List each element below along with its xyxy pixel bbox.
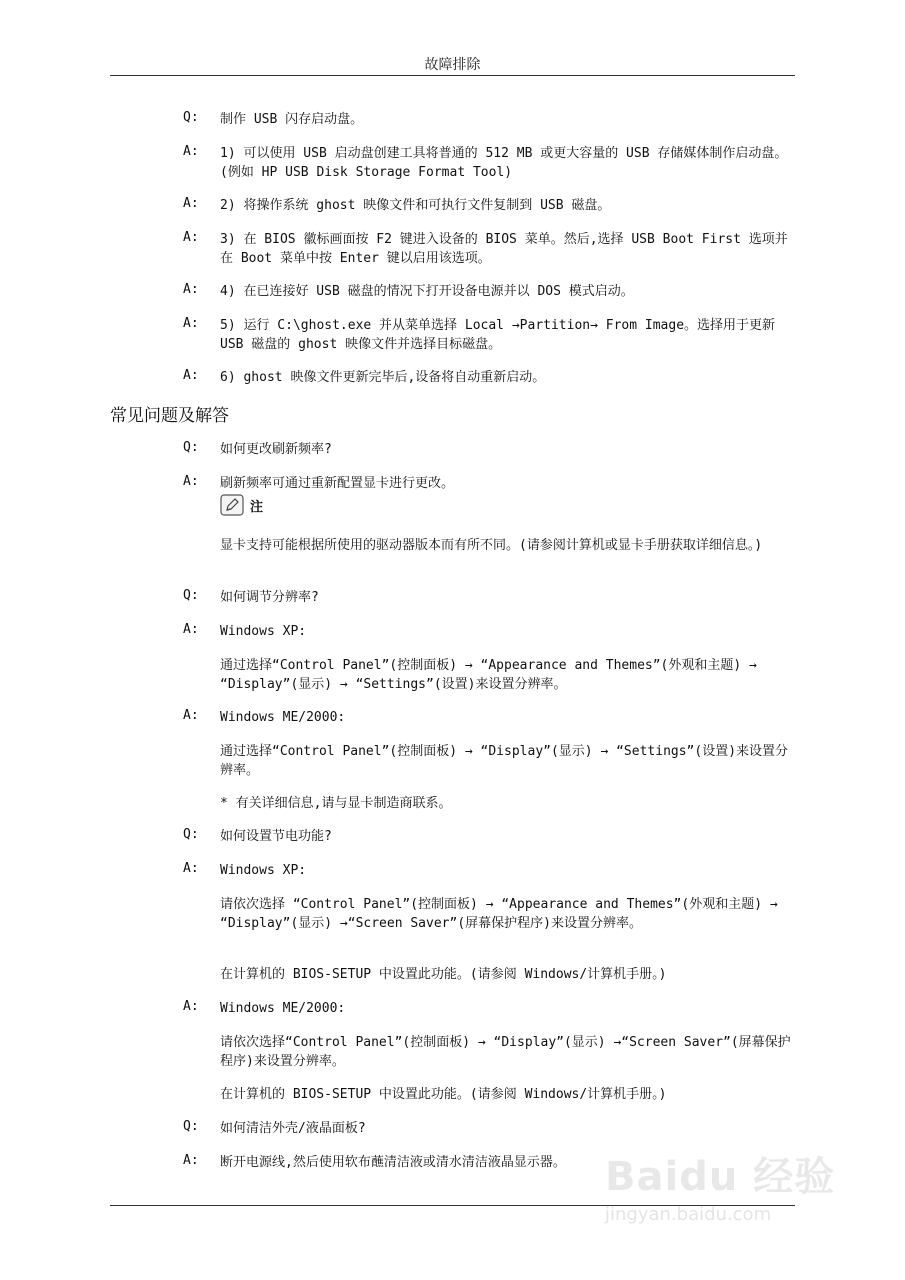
- qa-text: 3) 在 BIOS 徽标画面按 F2 键进入设备的 BIOS 菜单。然后,选择 USB Boot First 选项并在 Boot 菜单中按 Enter 键以启用该选项。: [220, 232, 788, 266]
- header-divider: [110, 75, 795, 76]
- watermark-logo: Baidu 经验: [605, 1154, 836, 1200]
- qa-label: A:: [183, 144, 199, 159]
- power-xp-bios: 在计算机的 BIOS-SETUP 中设置此功能。(请参阅 Windows/计算机手册。): [220, 967, 667, 982]
- qa-text: 制作 USB 闪存启动盘。: [220, 112, 364, 127]
- qa-label: Q:: [183, 110, 199, 125]
- qa-label: A:: [183, 368, 199, 383]
- faq-section-title: 常见问题及解答: [110, 406, 229, 426]
- qa-text: Windows ME/2000:: [220, 710, 346, 725]
- faq-answer-refresh: [183, 474, 795, 493]
- power-me-detail: 请依次选择“Control Panel”(控制面板) → “Display”(显示) →“Screen Saver”(屏幕保护程序)来设置分辨率。: [220, 1035, 791, 1069]
- resolution-footnote: * 有关详细信息,请与显卡制造商联系。: [220, 796, 452, 811]
- resolution-me-detail: 通过选择“Control Panel”(控制面板) → “Display”(显示) → “Settings”(设置)来设置分辨率。: [220, 744, 789, 778]
- baidu-watermark: [605, 1145, 865, 1265]
- qa-text: Windows ME/2000:: [220, 1001, 346, 1016]
- qa-label: A:: [183, 316, 199, 331]
- qa-label: Q:: [183, 1119, 199, 1134]
- qa-label: A:: [183, 282, 199, 297]
- qa-text: 刷新频率可通过重新配置显卡进行更改。: [220, 476, 455, 491]
- faq-answer-power-xp: [183, 861, 795, 880]
- qa-text: 如何清洁外壳/液晶面板?: [220, 1121, 366, 1136]
- usb-answer-1: [183, 144, 795, 182]
- faq-question-power-saving: [183, 827, 795, 846]
- usb-answer-5: [183, 316, 795, 354]
- qa-label: Q:: [183, 440, 199, 455]
- qa-text: 4) 在已连接好 USB 磁盘的情况下打开设备电源并以 DOS 模式启动。: [220, 284, 634, 299]
- qa-label: A:: [183, 474, 199, 489]
- usb-answer-3: [183, 230, 795, 268]
- usb-answer-4: [183, 282, 795, 301]
- usb-question: [183, 110, 795, 129]
- qa-label: Q:: [183, 827, 199, 842]
- qa-text: 如何设置节电功能?: [220, 829, 332, 844]
- power-me-bios: 在计算机的 BIOS-SETUP 中设置此功能。(请参阅 Windows/计算机手册。): [220, 1087, 667, 1102]
- qa-label: A:: [183, 622, 199, 637]
- qa-label: A:: [183, 861, 199, 876]
- watermark-url: jingyan.baidu.com: [605, 1204, 772, 1225]
- qa-text: Windows XP:: [220, 863, 307, 878]
- note-label: 注: [250, 499, 264, 515]
- qa-text: 1) 可以使用 USB 启动盘创建工具将普通的 512 MB 或更大容量的 USB 存储媒体制作启动盘。(例如 HP USB Disk Storage Format Tool): [220, 146, 788, 180]
- qa-text: 5) 运行 C:\ghost.exe 并从菜单选择 Local →Partition→ From Image。选择用于更新 USB 磁盘的 ghost 映像文件并选择目标磁盘。: [220, 318, 776, 352]
- faq-answer-resolution-me: [183, 708, 795, 727]
- qa-label: A:: [183, 708, 199, 723]
- faq-question-resolution: [183, 588, 795, 607]
- qa-text: 6) ghost 映像文件更新完毕后,设备将自动重新启动。: [220, 370, 546, 385]
- note-pencil-icon: [220, 494, 244, 516]
- faq-question-cleaning: [183, 1119, 795, 1138]
- usb-answer-2: [183, 196, 795, 215]
- faq-answer-power-me: [183, 999, 795, 1018]
- qa-text: 2) 将操作系统 ghost 映像文件和可执行文件复制到 USB 磁盘。: [220, 198, 611, 213]
- qa-label: A:: [183, 230, 199, 245]
- qa-label: A:: [183, 196, 199, 211]
- faq-question-refresh: [183, 440, 795, 459]
- usb-answer-6: [183, 368, 795, 387]
- page-header-title: 故障排除: [424, 57, 481, 73]
- qa-label: A:: [183, 1153, 199, 1168]
- power-xp-detail: 请依次选择 “Control Panel”(控制面板) → “Appearance and Themes”(外观和主题) → “Display”(显示) →“Screen Saver”(屏幕保护程序)来设置分辨率。: [220, 897, 778, 931]
- qa-text: Windows XP:: [220, 624, 307, 639]
- resolution-xp-detail: 通过选择“Control Panel”(控制面板) → “Appearance and Themes”(外观和主题) → “Display”(显示) → “Settings”(设置)来设置分辨率。: [220, 658, 757, 692]
- qa-label: Q:: [183, 588, 199, 603]
- qa-label: A:: [183, 999, 199, 1014]
- faq-answer-resolution-xp: [183, 622, 795, 641]
- qa-text: 断开电源线,然后使用软布蘸清洁液或清水清洁液晶显示器。: [220, 1155, 566, 1170]
- note-text: 显卡支持可能根据所使用的驱动器版本而有所不同。(请参阅计算机或显卡手册获取详细信息。): [220, 538, 763, 553]
- qa-text: 如何更改刷新频率?: [220, 442, 332, 457]
- note-header: [220, 494, 263, 516]
- qa-text: 如何调节分辨率?: [220, 590, 319, 605]
